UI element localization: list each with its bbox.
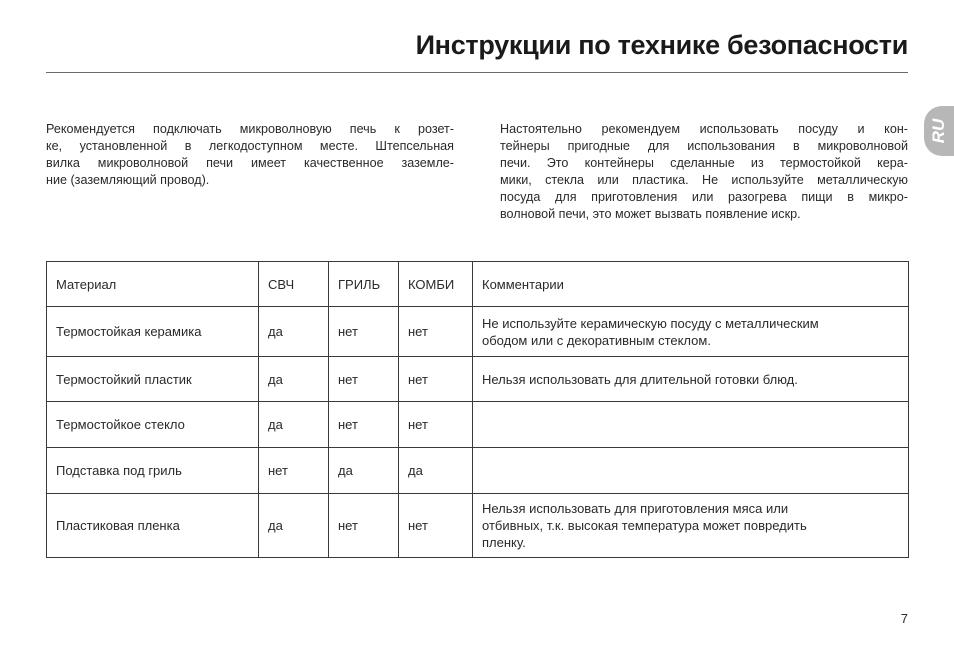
combi-cell: нет <box>399 494 473 558</box>
column-header: Комментарии <box>473 262 909 307</box>
paragraph-line: Рекомендуется подключать микроволновую печь к розет- <box>46 122 454 136</box>
material-cell: Термостойкая керамика <box>47 307 259 357</box>
comment-line: ободом или с декоративным стеклом. <box>482 332 711 348</box>
title-divider <box>46 72 908 73</box>
comment-cell <box>473 448 909 494</box>
material-cell: Пластиковая пленка <box>47 494 259 558</box>
comment-line: Нельзя использовать для длительной готовки блюд. <box>482 371 798 387</box>
paragraph-line: ке, установленной в легкодоступном месте. Штепсельная <box>46 139 454 153</box>
comment-cell <box>473 307 909 357</box>
paragraph-line: тейнеры пригодные для использования в микроволновой <box>500 139 908 153</box>
page-number: 7 <box>900 611 908 626</box>
microwave-cell: да <box>259 307 329 357</box>
paragraph-line: Настоятельно рекомендуем использовать посуду и кон- <box>500 122 908 136</box>
grounding-paragraph <box>46 121 454 189</box>
grill-cell: нет <box>329 307 399 357</box>
paragraph-line: ние (заземляющий провод). <box>46 173 210 187</box>
material-cell: Термостойкое стекло <box>47 402 259 448</box>
table-row <box>47 357 909 402</box>
microwave-cell: нет <box>259 448 329 494</box>
comment-cell <box>473 402 909 448</box>
comment-line: Не используйте керамическую посуду с металлическим <box>482 315 819 331</box>
paragraph-line: печи. Это контейнеры сделанные из термостойкой кера- <box>500 156 908 170</box>
comment-line: отбивных, т.к. высокая температура может повредить <box>482 518 807 533</box>
paragraph-line: вилка микроволновой печи имеет качественное заземле- <box>46 156 454 170</box>
materials-table <box>46 261 909 558</box>
grill-cell: нет <box>329 494 399 558</box>
table-row <box>47 448 909 494</box>
grill-cell: да <box>329 448 399 494</box>
column-header: Материал <box>47 262 259 307</box>
comment-cell <box>473 494 909 558</box>
microwave-cell: да <box>259 357 329 402</box>
column-header: КОМБИ <box>399 262 473 307</box>
combi-cell: да <box>399 448 473 494</box>
comment-line: Нельзя использовать для приготовления мяса или <box>482 501 789 516</box>
paragraph-line: посуда для приготовления или разогрева пищи в микро- <box>500 190 908 204</box>
table-row <box>47 494 909 558</box>
combi-cell: нет <box>399 307 473 357</box>
page-title: Инструкции по технике безопасности <box>415 30 908 60</box>
material-cell: Термостойкий пластик <box>47 357 259 402</box>
grill-cell: нет <box>329 357 399 402</box>
table-row <box>47 402 909 448</box>
paragraph-line: мики, стекла или пластика. Не используйте металлическую <box>500 173 908 187</box>
microwave-cell: да <box>259 494 329 558</box>
grill-cell: нет <box>329 402 399 448</box>
paragraph-line: волновой печи, это может вызвать появление искр. <box>500 207 801 221</box>
comment-line: пленку. <box>482 535 526 550</box>
column-header: СВЧ <box>259 262 329 307</box>
cookware-paragraph <box>500 121 908 223</box>
microwave-cell: да <box>259 402 329 448</box>
column-header: ГРИЛЬ <box>329 262 399 307</box>
comment-cell <box>473 357 909 402</box>
combi-cell: нет <box>399 357 473 402</box>
table-header-row <box>47 262 909 307</box>
material-cell: Подставка под гриль <box>47 448 259 494</box>
table-row <box>47 307 909 357</box>
materials-table-body <box>47 262 909 558</box>
language-code: RU <box>929 118 948 144</box>
language-tab <box>924 106 954 156</box>
combi-cell: нет <box>399 402 473 448</box>
